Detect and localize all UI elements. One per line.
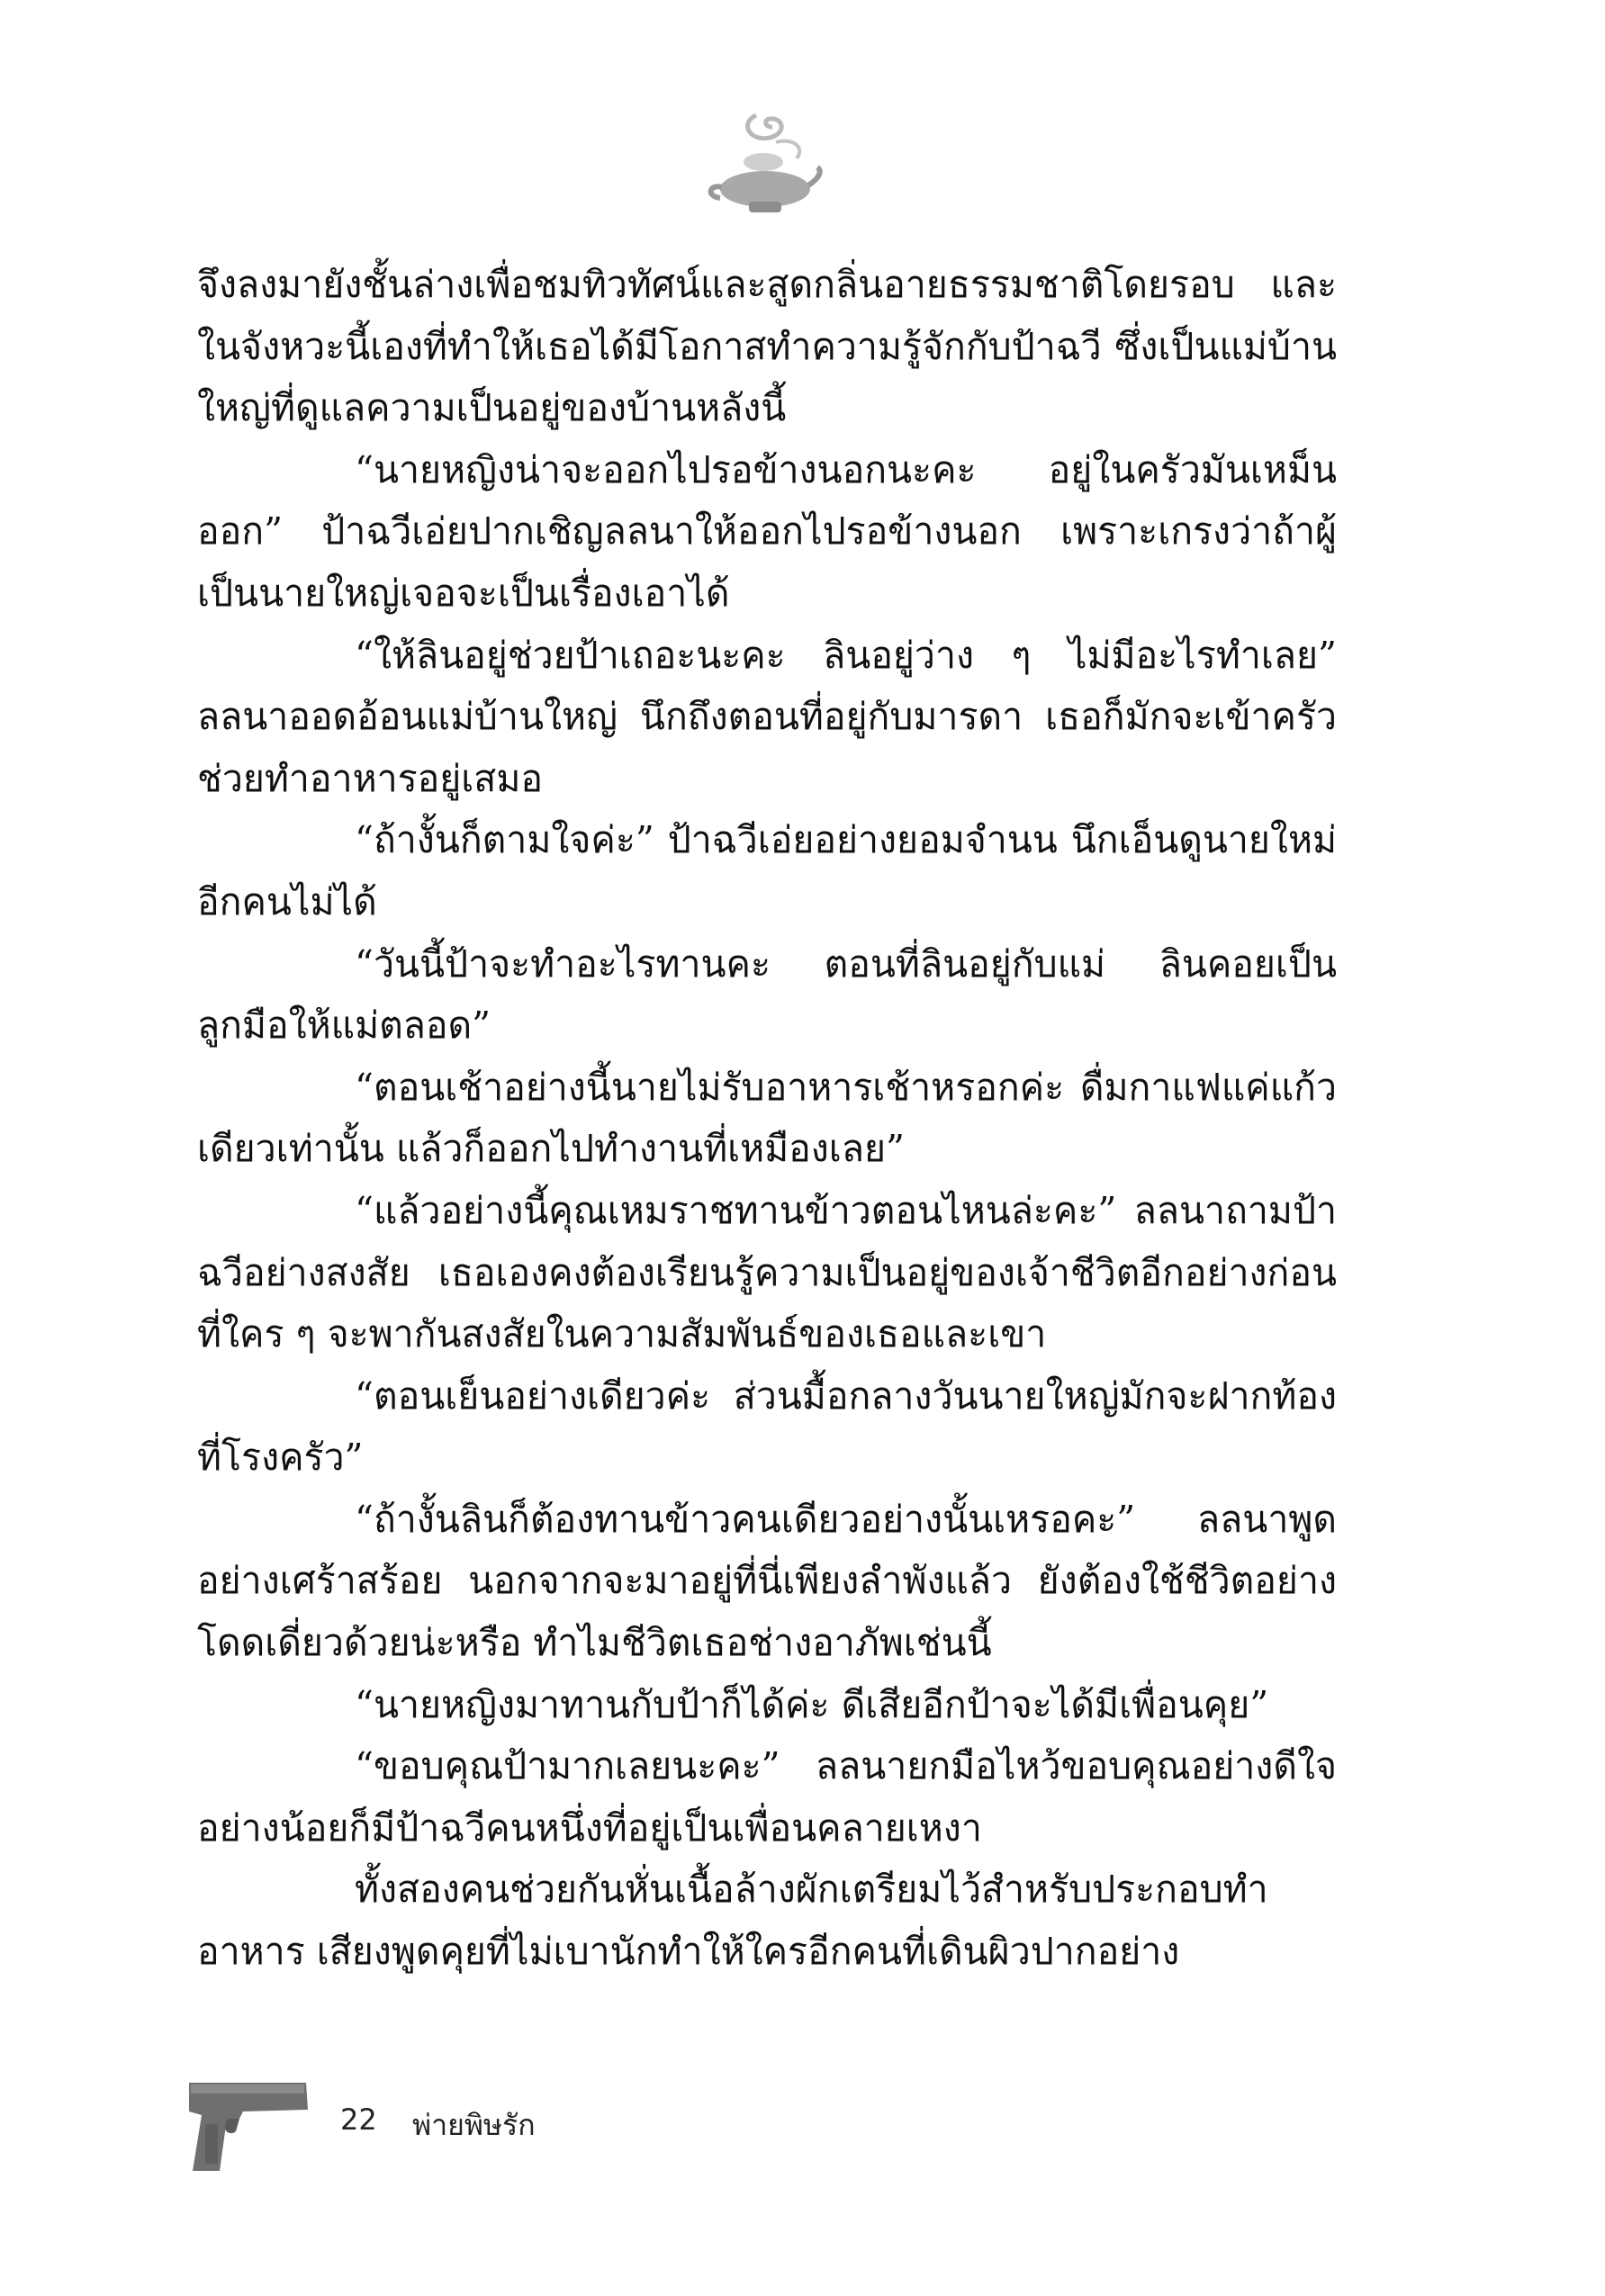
paragraph-7: “แล้วอย่างนี้คุณเหมราชทานข้าวตอนไหนล่ะคะ” ลลนาถามป้าฉวีอย่างสงสัย เธอเองคงต้องเรียนรู้ความเป็นอยู่ของเจ้าชีวิตอีกอย่างก่อนที่ใคร ๆ จะพากันสงสัยในความสัมพันธ์ของเธอและเขา bbox=[197, 1188, 1337, 1356]
paragraph-2: “นายหญิงน่าจะออกไปรอข้างนอกนะคะ อยู่ในครัวมันเหม็นออก” ป้าฉวีเอ่ยปากเชิญลลนาให้ออกไปรอข้างนอก เพราะเกรงว่าถ้าผู้เป็นนายใหญ่เจอจะเป็นเรื่องเอาได้ bbox=[197, 447, 1337, 615]
page-number: 22 bbox=[340, 2102, 377, 2137]
paragraph-5: “วันนี้ป้าจะทำอะไรทานคะ ตอนที่ลินอยู่กับแม่ ลินคอยเป็นลูกมือให้แม่ตลอด” bbox=[197, 941, 1337, 1048]
paragraph-8: “ตอนเย็นอย่างเดียวค่ะ ส่วนมื้อกลางวันนายใหญ่มักจะฝากท้องที่โรงครัว” bbox=[197, 1373, 1337, 1480]
paragraph-9: “ถ้างั้นลินก็ต้องทานข้าวคนเดียวอย่างนั้นเหรอคะ” ลลนาพูดอย่างเศร้าสร้อย นอกจากจะมาอยู่ที่นี่เพียงลำพังแล้ว ยังต้องใช้ชีวิตอย่างโดดเดี่ยวด้วยน่ะหรือ ทำไมชีวิตเธอช่างอาภัพเช่นนี้ bbox=[197, 1497, 1337, 1665]
paragraph-3: “ให้ลินอยู่ช่วยป้าเถอะนะคะ ลินอยู่ว่าง ๆ ไม่มีอะไรทำเลย” ลลนาออดอ้อนแม่บ้านใหญ่ นึกถึงตอนที่อยู่กับมารดา เธอก็มักจะเข้าครัวช่วยทำอาหารอยู่เสมอ bbox=[197, 633, 1337, 800]
paragraph-12: ทั้งสองคนช่วยกันหั่นเนื้อล้างผักเตรียมไว้สำหรับประกอบทำอาหาร เสียงพูดคุยที่ไม่เบานักทำให้ใครอีกคนที่เดินผิวปากอย่าง bbox=[197, 1868, 1268, 1974]
paragraph-6: “ตอนเช้าอย่างนี้นายไม่รับอาหารเช้าหรอกค่ะ ดื่มกาแฟแค่แก้วเดียวเท่านั้น แล้วก็ออกไปทำงานที่เหมืองเลย” bbox=[197, 1065, 1337, 1171]
paragraph-4: “ถ้างั้นก็ตามใจค่ะ” ป้าฉวีเอ่ยอย่างยอมจำนน นึกเอ็นดูนายใหม่อีกคนไม่ได้ bbox=[197, 818, 1337, 923]
genie-lamp-icon bbox=[702, 106, 828, 223]
paragraph-11: “ขอบคุณป้ามากเลยนะคะ” ลลนายกมือไหว้ขอบคุณอย่างดีใจอย่างน้อยก็มีป้าฉวีคนหนึ่งที่อยู่เป็นเพื่อนคลายเหงา bbox=[197, 1744, 1337, 1850]
book-title: พ่ายพิษรัก bbox=[412, 2108, 536, 2142]
paragraph-1: จึงลงมายังชั้นล่างเพื่อชมทิวทัศน์และสูดกลิ่นอายธรรมชาติโดยรอบ และในจังหวะนี้เองที่ทำให้เธอได้มีโอกาสทำความรู้จักกับป้าฉวี ซึ่งเป็นแม่บ้านใหญ่ที่ดูแลความเป็นอยู่ของบ้านหลังนี้ bbox=[197, 263, 1337, 430]
body-text bbox=[197, 254, 1337, 1983]
page-footer bbox=[180, 2070, 720, 2178]
paragraph-10: “นายหญิงมาทานกับป้าก็ได้ค่ะ ดีเสียอีกป้าจะได้มีเพื่อนคุย” bbox=[355, 1682, 1269, 1726]
pistol-icon bbox=[180, 2070, 315, 2178]
